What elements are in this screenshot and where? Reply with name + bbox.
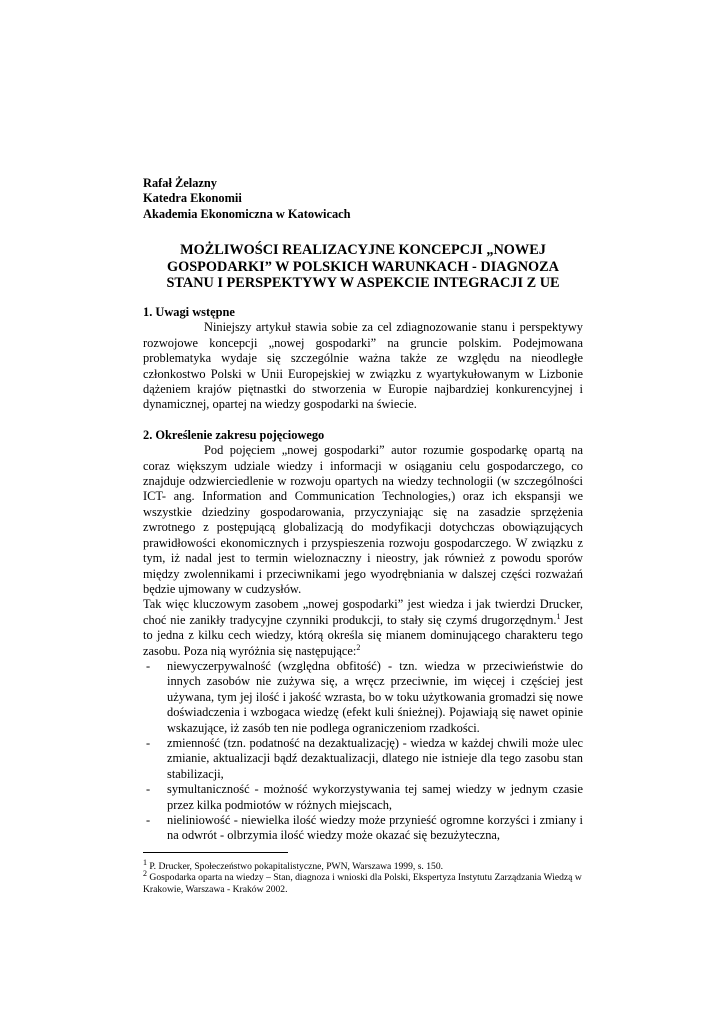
footnote-1 xyxy=(143,857,583,873)
list-item xyxy=(143,813,583,844)
section-2-paragraph-2 xyxy=(143,597,583,659)
list-item xyxy=(143,736,583,782)
dash-bullet: - xyxy=(146,735,151,750)
list-item xyxy=(143,782,583,813)
footnote-ref-1[interactable]: 1 xyxy=(556,611,561,621)
footnote-1-mark: 1 xyxy=(143,857,147,867)
dash-bullet: - xyxy=(146,782,151,797)
section-2-heading: 2. Określenie zakresu pojęciowego xyxy=(143,427,325,442)
footnotes xyxy=(143,857,583,896)
paragraph-2-text-a: Tak więc kluczowym zasobem „nowej gospodarki” jest wiedza i jak twierdzi Drucker, choć nie zanikły tradycyjne czynniki produkcji, to stały się czymś drugorzędnym. xyxy=(143,597,583,627)
dash-bullet: - xyxy=(146,658,151,673)
section-1-paragraph: Niniejszy artykuł stawia sobie za cel zdiagnozowanie stanu i perspektywy rozwojowe koncepcji „nowej gospodarki” na gruncie polskim. Podejmowana problematyka wydaje się szczególnie ważna także ze względu na nieodległe członkostwo Polski w Unii Europejskiej w związku z wyartykułowanym w Lizbonie dążeniem krajów piętnastki do stworzenia w Europie najbardziej konkurencyjnej i dynamicznej, opartej na wiedzy gospodarki na świecie. xyxy=(143,320,583,412)
knowledge-features-list xyxy=(143,659,583,844)
list-item-text: nieliniowość - niewielka ilość wiedzy może przynieść ogromne korzyści i zmiany i na odwrót - olbrzymia ilość wiedzy może okazać się bezużyteczna, xyxy=(167,813,583,843)
author-name: Rafał Żelazny xyxy=(143,176,217,190)
list-item-text: zmienność (tzn. podatność na dezaktualizację) - wiedza w każdej chwili może ulec zmianie, aktualizacji bądź dezaktualizacji, dlatego nie istnieje dla tego zasobu stan stabilizacji, xyxy=(167,735,583,781)
footnote-2-mark: 2 xyxy=(143,869,147,879)
footnote-ref-2[interactable]: 2 xyxy=(356,642,361,652)
article-title: MOŻLIWOŚCI REALIZACYJNE KONCEPCJI „NOWEJ GOSPODARKI” W POLSKICH WARUNKACH - DIAGNOZA STANU I PERSPEKTYWY W ASPEKCIE INTEGRACJI Z UE xyxy=(166,242,560,292)
author-block xyxy=(143,176,583,222)
paragraph-2-text-b: Jest to jedna z kilku cech wiedzy, którą określa się mianem dominującego charakteru tego zasobu. Poza nią wyróżnia się następujące: xyxy=(143,612,584,658)
list-item xyxy=(143,659,583,736)
section-1-heading: 1. Uwagi wstępne xyxy=(143,305,235,319)
list-item-text: niewyczerpywalność (względna obfitość) - tzn. wiedza w przeciwieństwie do innych zasobów nie zużywa się, a wręcz przeciwnie, im więcej i częściej jest używana, tym jej ilość i jakość wzrasta, bo w toku użytkowania gromadzi się nowe doświadczenia i wzbogaca wiedzę (efekt kuli śnieżnej). Pojawiają się nawet opinie wskazujące, iż zasób ten nie podlega ograniczeniom rzadkości. xyxy=(167,658,583,735)
author-institution: Akademia Ekonomiczna w Katowicach xyxy=(143,206,351,221)
list-item-text: symultaniczność - możność wykorzystywania tej samej wiedzy w jednym czasie przez kilka podmiotów w różnych miejscach, xyxy=(167,782,583,812)
footnote-2 xyxy=(143,869,583,895)
author-department: Katedra Ekonomii xyxy=(143,191,242,206)
section-2-paragraph-1: Pod pojęciem „nowej gospodarki” autor rozumie gospodarkę opartą na coraz większym udziale wiedzy i informacji w osiąganiu celu gospodarczego, co znajduje odzwierciedlenie w rozwoju opartych na wiedzy technologii (w szczególności ICT- ang. Information and Communication Technologies,) oraz ich ekspansji we wszystkie dziedziny gospodarowania, przyczyniając się na zasadzie sprzężenia zwrotnego z postępującą globalizacją do modyfikacji dotychczas obowiązujących prawidłowości ekonomicznych i przyspieszenia rozwoju gospodarczego. W związku z tym, iż nadal jest to termin wieloznaczny i nieostry, jak również z powodu sporów między zwolennikami i przeciwnikami jego wyodrębniania w dalszej części rozważań będzie ujmowany w cudzysłów. xyxy=(143,443,583,596)
footnote-1-text: P. Drucker, Społeczeństwo pokapitalistyczne, PWN, Warszawa 1999, s. 150. xyxy=(149,860,444,872)
dash-bullet: - xyxy=(146,813,151,827)
page-content xyxy=(143,176,583,896)
footnote-2-text: Gospodarka oparta na wiedzy – Stan, diagnoza i wnioski dla Polski, Ekspertyza Instytutu Zarządzania Wiedzą w Krakowie, Warszawa - Kraków 2002. xyxy=(143,872,582,895)
footnote-divider xyxy=(143,852,288,853)
